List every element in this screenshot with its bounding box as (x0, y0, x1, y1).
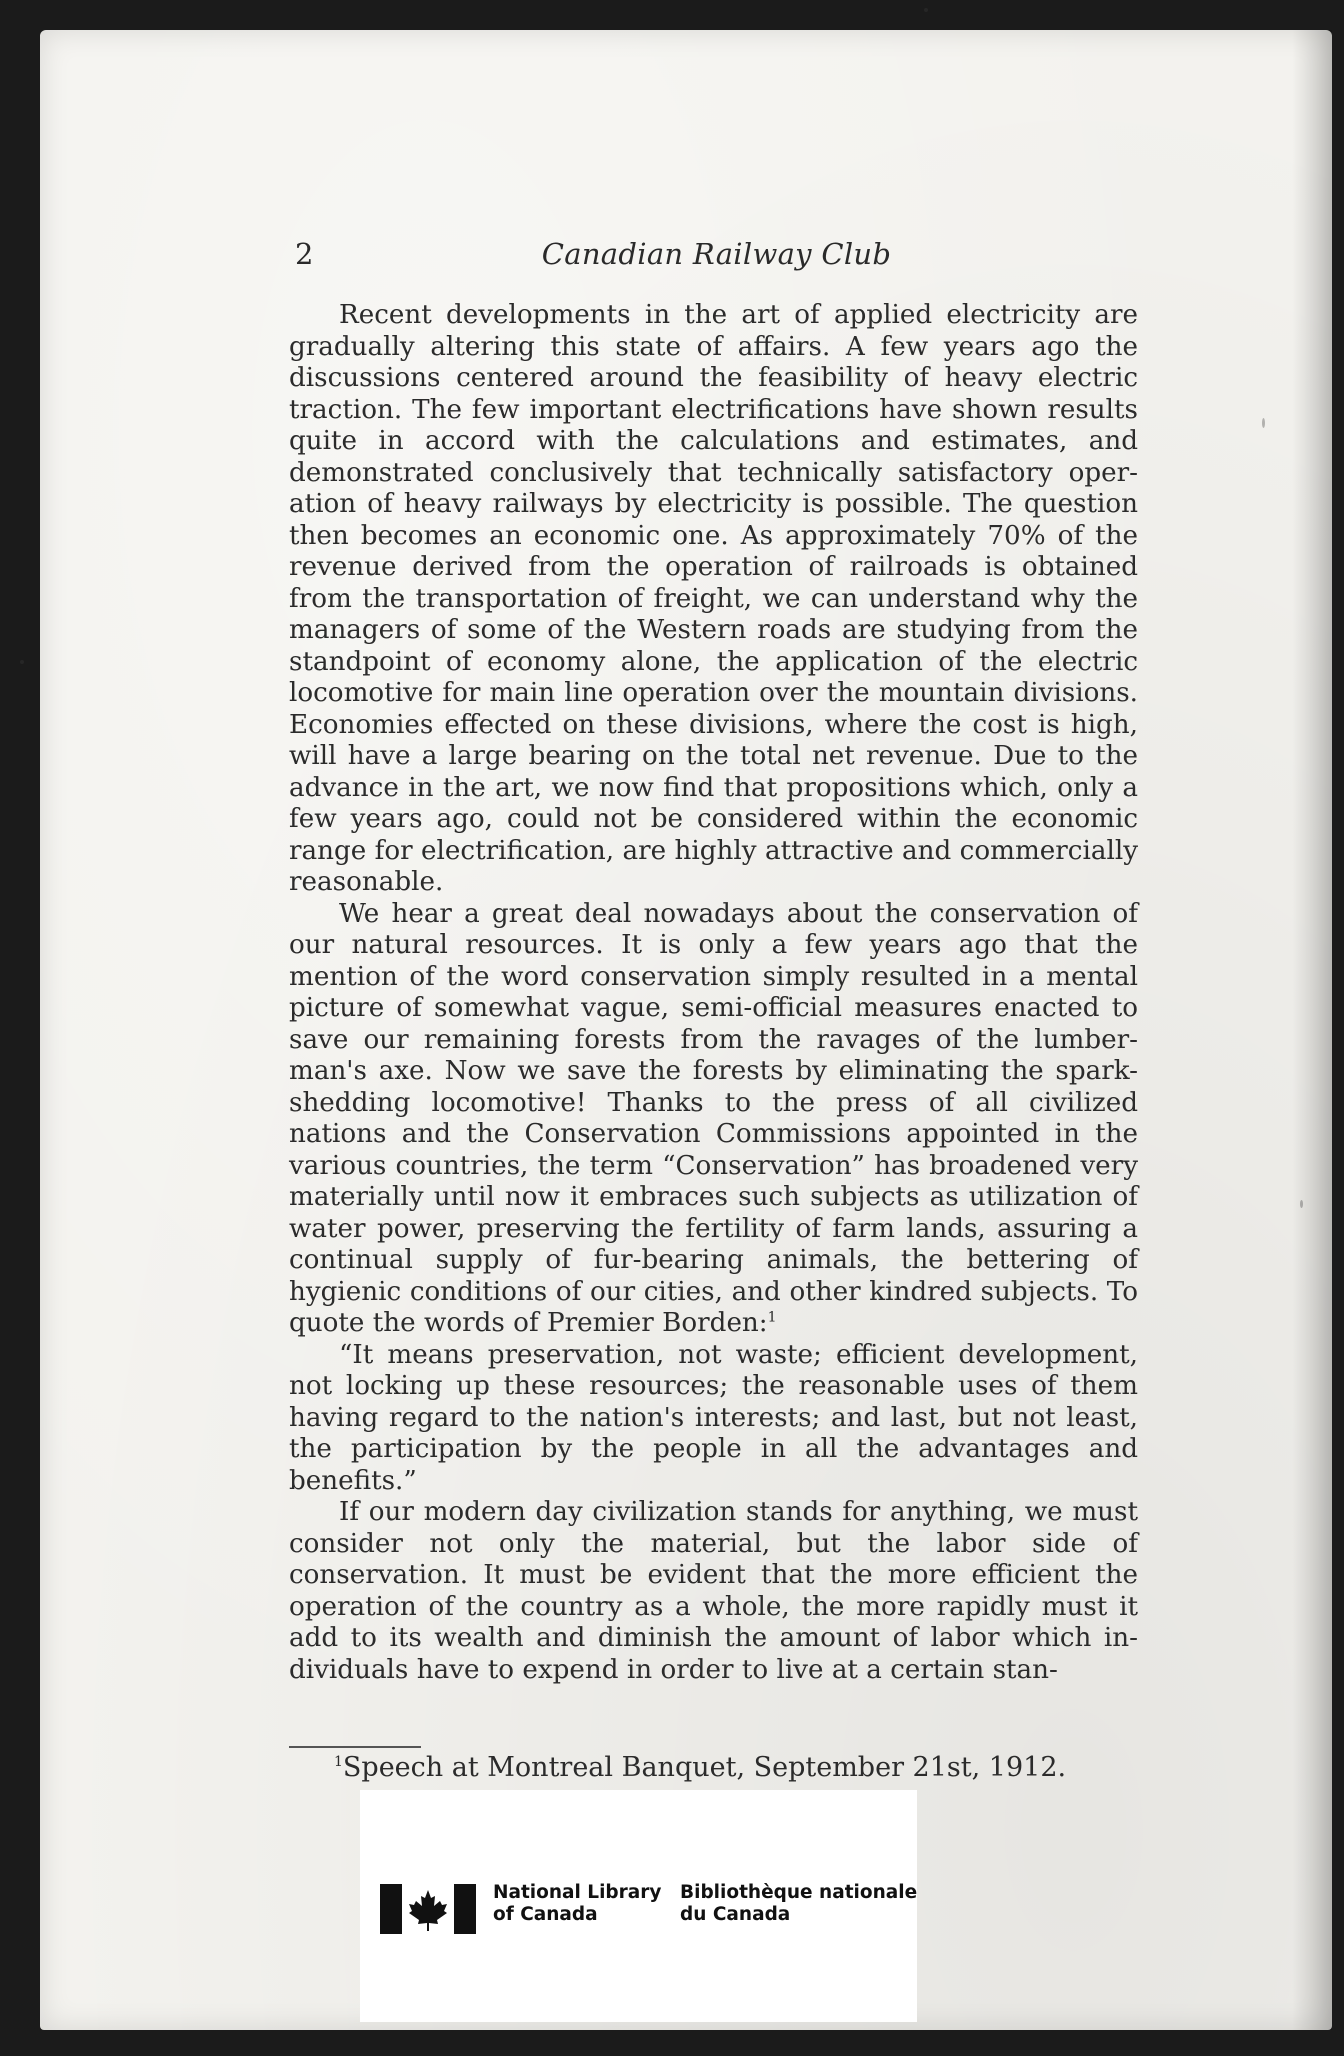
paragraph-4 (289, 1497, 1138, 1686)
stamp-english-text (493, 1882, 661, 1926)
stamp-en-line2: of Canada (493, 1904, 598, 1925)
library-stamp (360, 1790, 917, 2022)
paragraph-3-text: “It means preservation, not waste; efficient development, not locking up these resources; the reasonable uses of them having regard to the nation's interests; and last, but not least, the participation by the people in all the advantages and benefits.” (289, 1339, 1138, 1496)
stamp-en-line1: National Library (493, 1882, 662, 1903)
stamp-fr-line2: du Canada (680, 1904, 791, 1925)
page-header (295, 237, 1138, 277)
body-text (289, 300, 1138, 1686)
scan-speck (20, 660, 24, 664)
scan-speck (1262, 418, 1265, 428)
paragraph-2 (289, 899, 1138, 1340)
stamp-french-text (680, 1882, 917, 1926)
paragraph-1 (289, 300, 1138, 899)
paragraph-2-text: We hear a great deal nowadays about the conservation of our natural resources. It is only a few years ago that the mention of the word conservation simply resulted in a mental picture of somewhat vague, semi-official measures enacted to save our remaining forests from the ravages of the lumberman's axe. Now we save the forests by eliminating the spark-shedding locomotive! Thanks to the press of all civilized nations and the Conservation Commissions appointed in the various countries, the term “Conservation” has broadened very materially until now it embraces such subjects as utilization of water power, preserving the fertility of farm lands, assuring a continual supply of fur-bearing animals, the bettering of hygienic conditions of our cities, and other kindred subjects. To quote the words of Premier Borden: (289, 898, 1138, 1338)
footnote-text: Speech at Montreal Banquet, September 21st, 1912. (342, 1752, 1067, 1783)
page-number: 2 (295, 237, 314, 271)
scan-speck (924, 8, 928, 12)
stamp-fr-line1: Bibliothèque nationale (680, 1882, 918, 1903)
running-title: Canadian Railway Club (541, 237, 892, 271)
canada-flag-logo (380, 1884, 476, 1934)
paragraph-4-text: If our modern day civilization stands for anything, we must consider not only the material, but the labor side of conservation. It must be evident that the more efficient the operation of the country as a whole, the more rapidly must it add to its wealth and diminish the amount of labor which individuals have to expend in order to live at a certain stan- (289, 1497, 1138, 1685)
paragraph-3-quotation (289, 1340, 1138, 1498)
paragraph-1-text: Recent developments in the art of applied electricity are gradually altering this state of affairs. A few years ago the discussions centered around the feasibility of heavy electric traction. The few important electrifications have shown results quite in accord with the calculations and estimates, and demonstrated conclusively that technically satisfactory operation of heavy railways by electricity is possible. The question then becomes an economic one. As approximately 70% of the revenue derived from the operation of railroads is obtained from the transportation of freight, we can understand why the managers of some of the Western roads are studying from the standpoint of economy alone, the application of the electric locomotive for main line operation over the mountain divisions. Economies effected on these divisions, where the cost is high, will have a large bearing on the total net revenue. Due to the advance in the art, we now find that propositions which, only a few years ago, could not be considered within the economic range for electrification, are highly attractive and commercially reasonable. (289, 300, 1138, 897)
scan-speck (1300, 1200, 1303, 1208)
footnote-marker: 1 (334, 1754, 343, 1770)
footnote (334, 1752, 1066, 1784)
footnote-reference: 1 (767, 1309, 777, 1326)
footnote-rule (289, 1746, 421, 1748)
page-edge-shadow (1292, 30, 1332, 2030)
